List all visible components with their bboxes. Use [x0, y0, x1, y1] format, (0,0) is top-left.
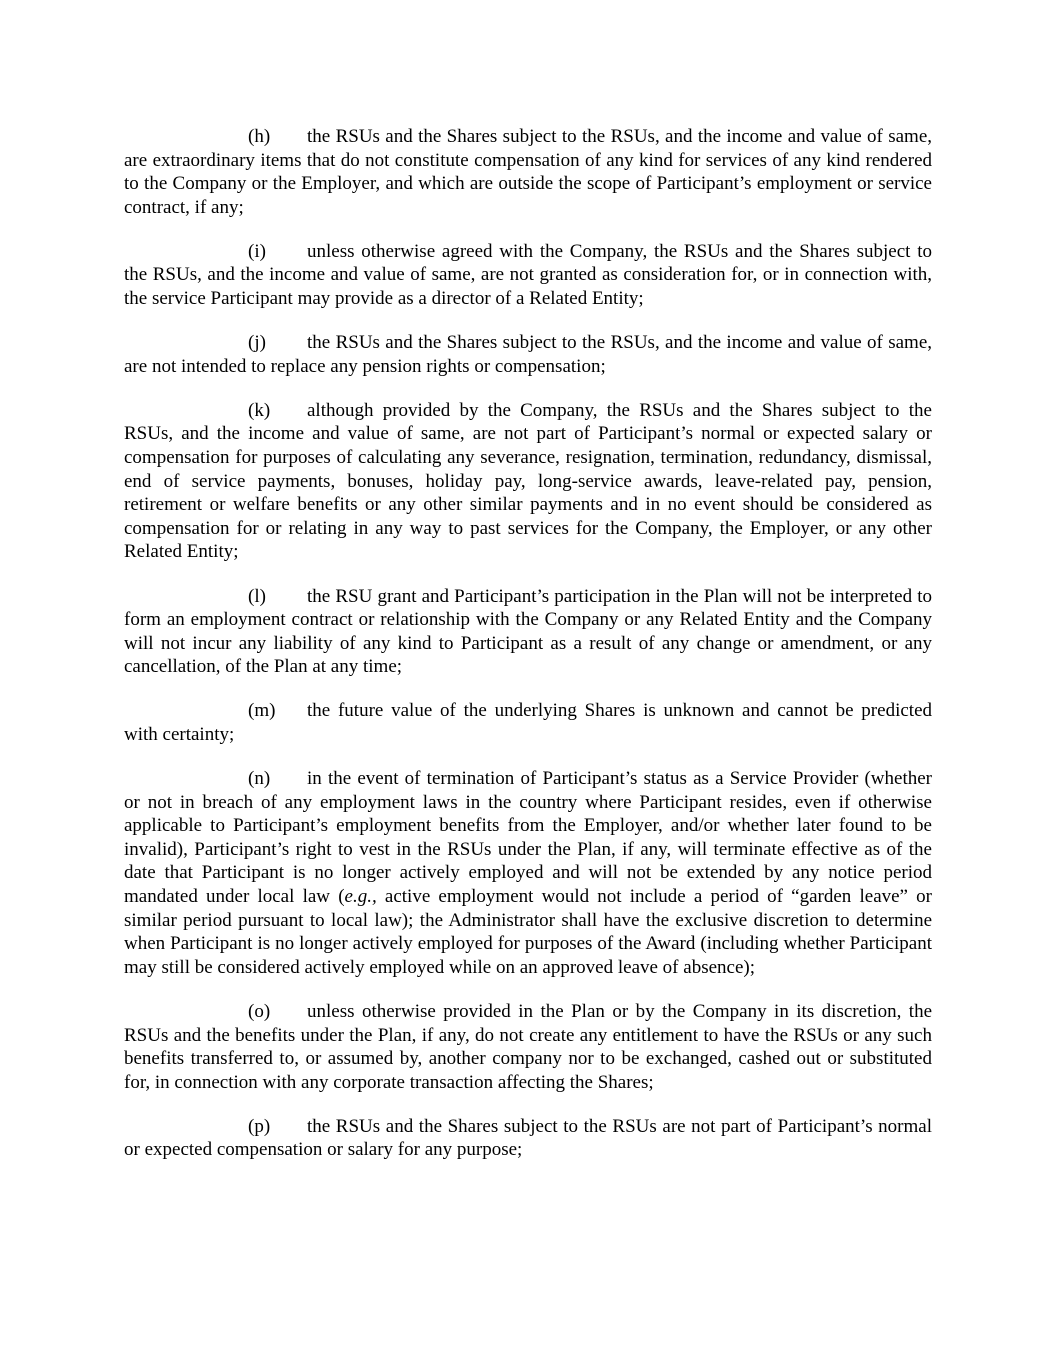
clause-j: [124, 331, 932, 378]
clause-label: (l): [248, 585, 266, 607]
clause-label: (m): [248, 700, 276, 722]
clause-label: (p): [248, 1115, 271, 1137]
clause-text: active employment would not include a period of “garden leave” or similar period pursuant to local law); the Administrator shall have the exclusive discretion to determine when Participant is no longer actively employed for purposes of the Award (including whether Participant may still be considered actively employed while on an approved leave of absence);: [124, 886, 932, 978]
clause-text: unless otherwise provided in the Plan or by the Company in its discretion, the RSUs and the benefits under the Plan, if any, do not create any entitlement to have the RSUs or any such benefits transferred to, or assumed by, another company nor to be exchanged, cashed out or substituted for, in connection with any corporate transaction affecting the Shares;: [124, 1000, 932, 1093]
clause-text: the RSUs and the Shares subject to the RSUs, and the income and value of same, are extraordinary items that do not constitute compensation of any kind for services of any kind rendered to the Company or the Employer, and which are outside the scope of Participant’s employment or service contract, if any;: [124, 126, 932, 218]
clause-text: although provided by the Company, the RSUs and the Shares subject to the RSUs, and the income and value of same, are not part of Participant’s normal or expected salary or compensation for purposes of calculating any severance, resignation, termination, redundancy, dismissal, end of service payments, bonuses, holiday pay, long-service awards, leave-related pay, pension, retirement or welfare benefits or any other similar payments and in no event should be considered as compensation for or relating in any way to past services for the Company, the Employer, or any other Related Entity;: [124, 399, 932, 563]
clause-text-italic: e.g.,: [344, 886, 377, 908]
clause-text: the RSUs and the Shares subject to the RSUs are not part of Participant’s normal or expected compensation or salary for any purpose;: [124, 1115, 932, 1161]
clause-text: the RSU grant and Participant’s participation in the Plan will not be interpreted to form an employment contract or relationship with the Company or any Related Entity and the Company will not incur any liability of any kind to Participant as a result of any change or amendment, or any cancellation, of the Plan at any time;: [124, 585, 932, 678]
clause-m: [124, 699, 932, 746]
clause-text: the RSUs and the Shares subject to the RSUs, and the income and value of same, are not intended to replace any pension rights or compensation;: [124, 332, 932, 377]
clause-label: (n): [248, 768, 271, 790]
clause-k: [124, 399, 932, 564]
clause-i: [124, 240, 932, 311]
clause-h: [124, 125, 932, 219]
clause-text: the future value of the underlying Shares is unknown and cannot be predicted with certainty;: [124, 700, 932, 745]
clause-text: in the event of termination of Participant’s status as a Service Provider (whether or not in breach of any employment laws in the country where Participant resides, even if otherwise applicable to Participant’s employment benefits from the Employer, and/or whether later found to be invalid), Participant’s right to vest in the RSUs under the Plan, if any, will terminate effective as of the date that Participant is no longer actively employed and will not be extended by any notice period mandated under local law (: [124, 768, 932, 908]
clause-label: (j): [248, 332, 266, 354]
clause-l: [124, 585, 932, 679]
clause-label: (k): [248, 399, 271, 421]
clause-label: (i): [248, 240, 266, 262]
clause-label: (o): [248, 1000, 271, 1022]
clause-text: unless otherwise agreed with the Company, the RSUs and the Shares subject to the RSUs, and the income and value of same, are not granted as consideration for, or in connection with, the service Participant may provide as a director of a Related Entity;: [124, 240, 932, 310]
document-page: [124, 125, 932, 1162]
clause-o: [124, 1000, 932, 1094]
clause-label: (h): [248, 126, 271, 147]
clause-n: [124, 767, 932, 979]
clause-p: [124, 1115, 932, 1162]
